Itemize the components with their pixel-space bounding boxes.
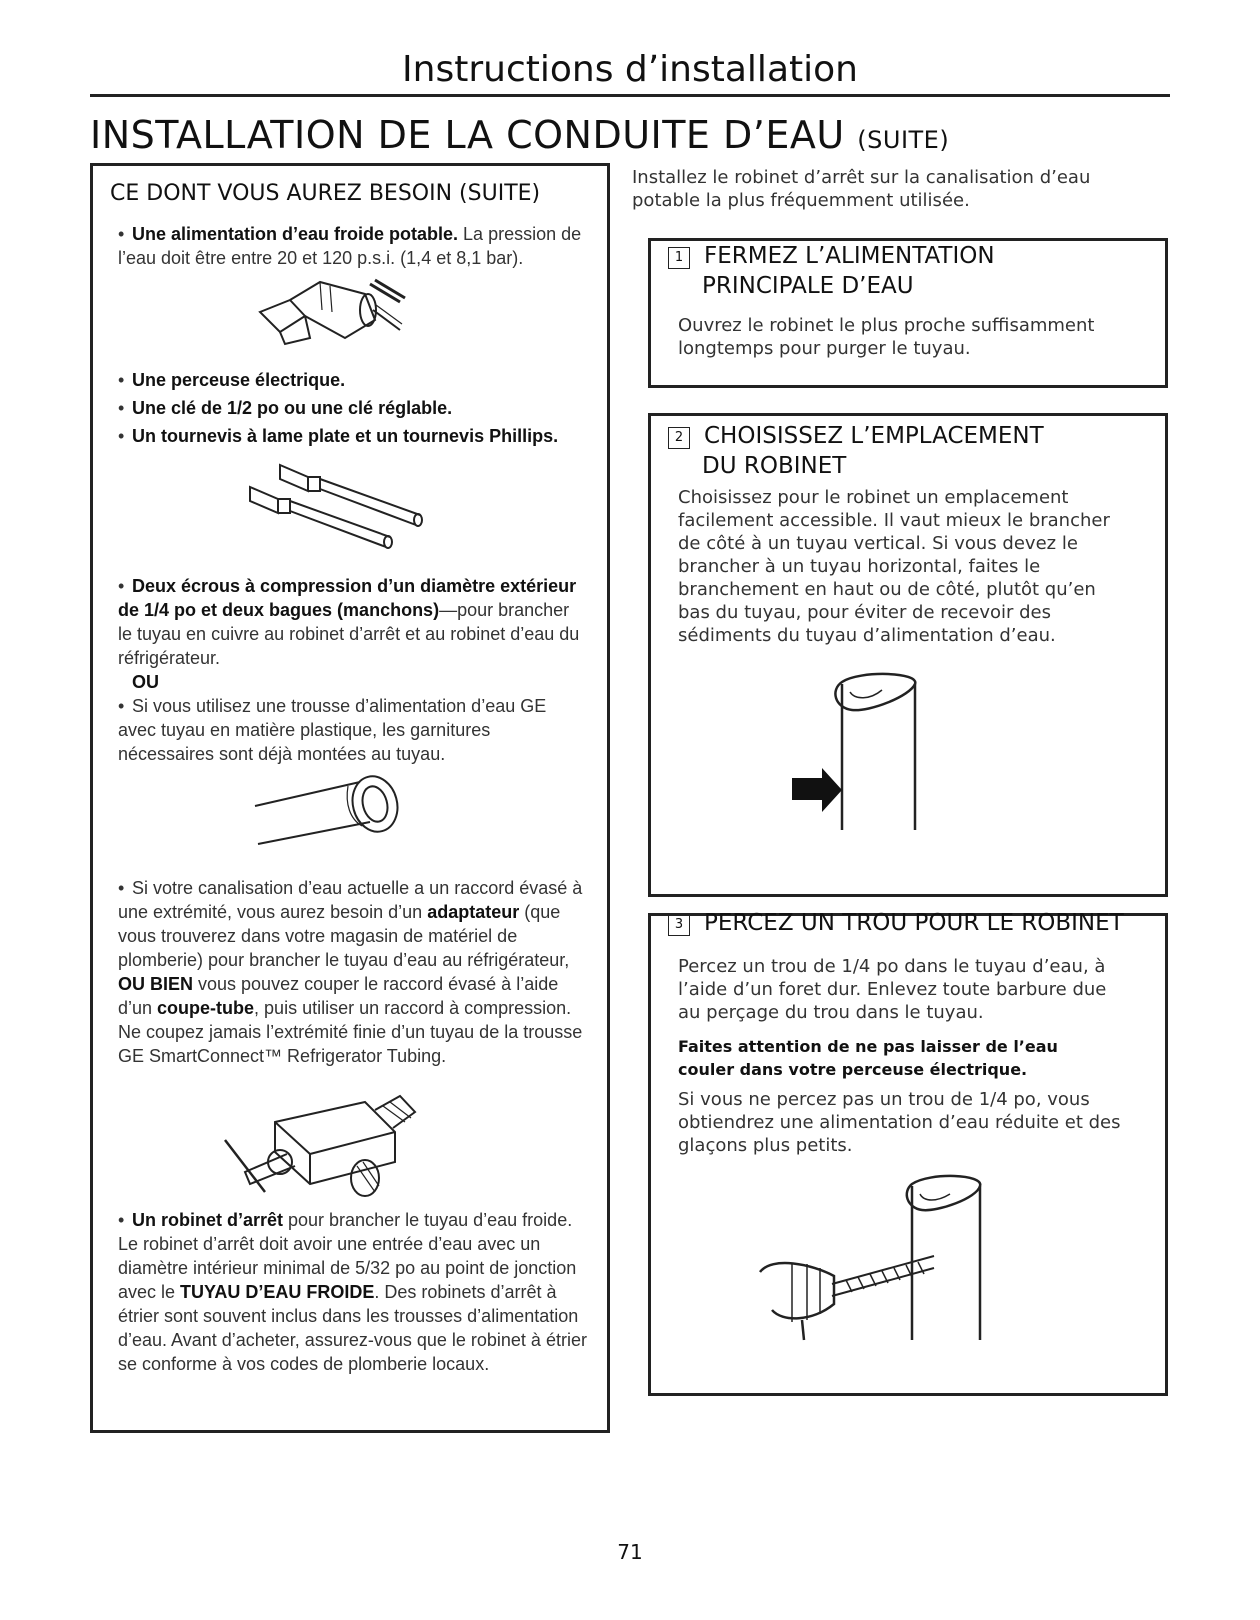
plastic-tube-illustration	[250, 764, 420, 854]
requirements-heading: CE DONT VOUS AUREZ BESOIN (SUITE)	[110, 181, 541, 206]
header-divider	[90, 94, 1170, 97]
shutoff-valve-illustration	[225, 1092, 435, 1202]
page-number: 71	[617, 1540, 643, 1564]
bullet-compression-nuts: • Deux écrous à compression d’un diamètre extérieur de 1/4 po et deux bagues (manchons)—pour brancher le tuyau en cuivre au robinet d’arrêt et au robinet d’eau du réfrigérateur.	[118, 576, 580, 668]
step-2-title-line2: DU ROBINET	[702, 453, 847, 479]
pipe-drilling-illustration	[752, 1172, 992, 1344]
compression-nut-illustration	[240, 455, 440, 555]
step-3-note: Si vous ne percez pas un trou de 1/4 po, vous obtiendrez une alimentation d’eau réduite et des glaçons plus petits.	[678, 1089, 1121, 1156]
step-1-title: 1 FERMEZ L’ALIMENTATION	[668, 241, 1148, 271]
bullet-screwdrivers: • Un tournevis à lame plate et un tournevis Phillips.	[118, 426, 559, 446]
page-header-title: Instructions d’installation	[402, 49, 858, 90]
bullet-ge-kit: • Si vous utilisez une trousse d’alimentation d’eau GE avec tuyau en matière plastique, les garnitures nécessaires sont déjà montées au tuyau.	[118, 696, 547, 764]
step-1-body: Ouvrez le robinet le plus proche suffisamment longtemps pour purger le tuyau.	[678, 315, 1095, 359]
bullet-drill: • Une perceuse électrique.	[118, 370, 346, 390]
step-2-body: Choisissez pour le robinet un emplacement facilement accessible. Il vaut mieux le brancher de côté à un tuyau vertical. Si vous devez le brancher à un tuyau horizontal, faites le branchement en haut ou de côté, plutôt qu’en bas du tuyau, pour éviter de recevoir des sédiments du tuyau d’alimentation d’eau.	[678, 487, 1110, 646]
step-1-title-line2: PRINCIPALE D’EAU	[702, 273, 914, 299]
step-3-warning: Faites attention de ne pas laisser de l’eau couler dans votre perceuse électrique.	[678, 1037, 1058, 1079]
drill-illustration	[250, 272, 420, 362]
bullet-wrench: • Une clé de 1/2 po ou une clé réglable.	[118, 398, 453, 418]
step-3-number: 3	[668, 914, 690, 936]
step-3-title: 3 PERCEZ UN TROU POUR LE ROBINET	[668, 908, 1148, 938]
step-1-number: 1	[668, 247, 690, 269]
vertical-pipe-arrow-illustration	[790, 670, 930, 840]
or-separator: OU	[132, 672, 159, 692]
step-2-number: 2	[668, 427, 690, 449]
intro-text: Installez le robinet d’arrêt sur la canalisation d’eau potable la plus fréquemment utilisée.	[632, 167, 1091, 211]
section-title-suffix: (SUITE)	[857, 126, 950, 154]
section-title-main: INSTALLATION DE LA CONDUITE D’EAU	[90, 113, 845, 157]
step-3-body: Percez un trou de 1/4 po dans le tuyau d’eau, à l’aide d’un foret dur. Enlevez toute barbure due au perçage du trou dans le tuyau.	[678, 956, 1107, 1023]
bullet-water-supply: • Une alimentation d’eau froide potable. La pression de l’eau doit être entre 20 et 120 p.s.i. (1,4 et 8,1 bar).	[118, 224, 582, 268]
bullet-flare-fitting: • Si votre canalisation d’eau actuelle a un raccord évasé à une extrémité, vous aurez besoin d’un adaptateur (que vous trouverez dans votre magasin de matériel de plomberie) pour brancher le tuyau d’eau au réfrigérateur, OU BIEN vous pouvez couper le raccord évasé à l’aide d’un coupe-tube, puis utiliser un raccord à compression. Ne coupez jamais l’extrémité finie d’un tuyau de la trousse GE SmartConnect™ Refrigerator Tubing.	[118, 878, 583, 1066]
bullet-shutoff-valve: • Un robinet d’arrêt pour brancher le tuyau d’eau froide. Le robinet d’arrêt doit avoir une entrée d’eau avec un diamètre intérieur minimal de 5/32 po au point de jonction avec le TUYAU D’EAU FROIDE. Des robinets d’arrêt à étrier sont souvent inclus dans les trousses d’alimentation d’eau. Avant d’acheter, assurez-vous que le robinet à étrier se conforme à vos codes de plomberie locaux.	[118, 1210, 587, 1374]
step-2-title: 2 CHOISISSEZ L’EMPLACEMENT	[668, 421, 1148, 451]
section-title	[90, 112, 949, 163]
